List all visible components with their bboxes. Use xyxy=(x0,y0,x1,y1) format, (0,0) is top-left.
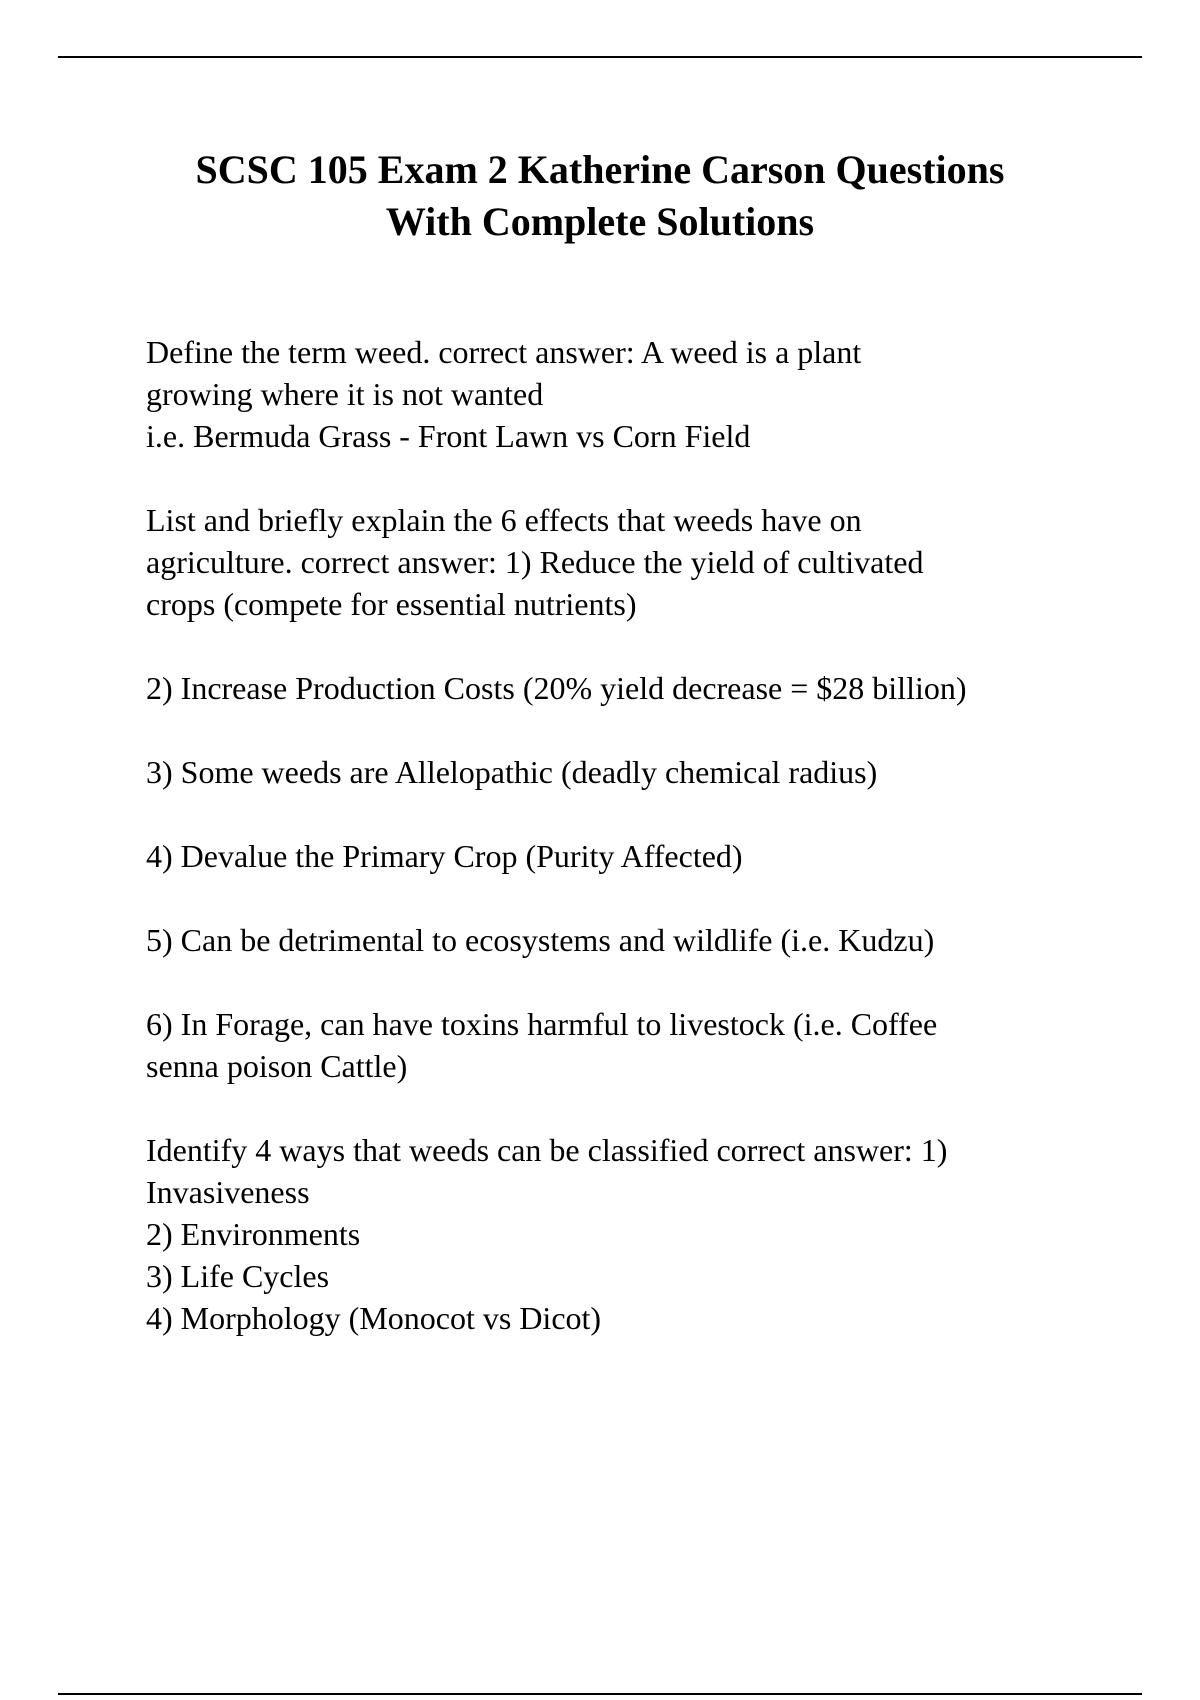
text-line: i.e. Bermuda Grass - Front Lawn vs Corn Field xyxy=(146,418,751,454)
top-divider xyxy=(58,56,1142,58)
text-line: 4) Morphology (Monocot vs Dicot) xyxy=(146,1300,602,1336)
answer-item-5 xyxy=(146,919,1146,961)
text-line: Define the term weed. correct answer: A weed is a plant xyxy=(146,334,862,370)
text-line: 2) Environments xyxy=(146,1216,361,1252)
text-line: agriculture. correct answer: 1) Reduce the yield of cultivated xyxy=(146,544,924,580)
title-line: SCSC 105 Exam 2 Katherine Carson Questions xyxy=(195,147,1005,192)
text-line: Identify 4 ways that weeds can be classified correct answer: 1) xyxy=(146,1132,948,1168)
text-line: senna poison Cattle) xyxy=(146,1048,408,1084)
answer-item-4 xyxy=(146,835,1146,877)
text-line: crops (compete for essential nutrients) xyxy=(146,586,637,622)
text-line: 3) Some weeds are Allelopathic (deadly chemical radius) xyxy=(146,754,878,790)
bottom-divider xyxy=(58,1693,1142,1695)
text-line: 3) Life Cycles xyxy=(146,1258,330,1294)
question-weed-classification xyxy=(146,1129,1146,1339)
document-body xyxy=(146,331,1146,1381)
title-line: With Complete Solutions xyxy=(385,199,815,244)
text-line: List and briefly explain the 6 effects that weeds have on xyxy=(146,502,862,538)
text-line: 4) Devalue the Primary Crop (Purity Affected) xyxy=(146,838,743,874)
answer-item-3 xyxy=(146,751,1146,793)
question-define-weed xyxy=(146,331,1146,457)
text-line: growing where it is not wanted xyxy=(146,376,544,412)
text-line: Invasiveness xyxy=(146,1174,310,1210)
text-line: 2) Increase Production Costs (20% yield decrease = $28 billion) xyxy=(146,670,967,706)
document-title xyxy=(100,144,1100,248)
answer-item-6 xyxy=(146,1003,1146,1087)
text-line: 5) Can be detrimental to ecosystems and wildlife (i.e. Kudzu) xyxy=(146,922,935,958)
question-weed-effects xyxy=(146,499,1146,625)
answer-item-2 xyxy=(146,667,1146,709)
text-line: 6) In Forage, can have toxins harmful to livestock (i.e. Coffee xyxy=(146,1006,938,1042)
